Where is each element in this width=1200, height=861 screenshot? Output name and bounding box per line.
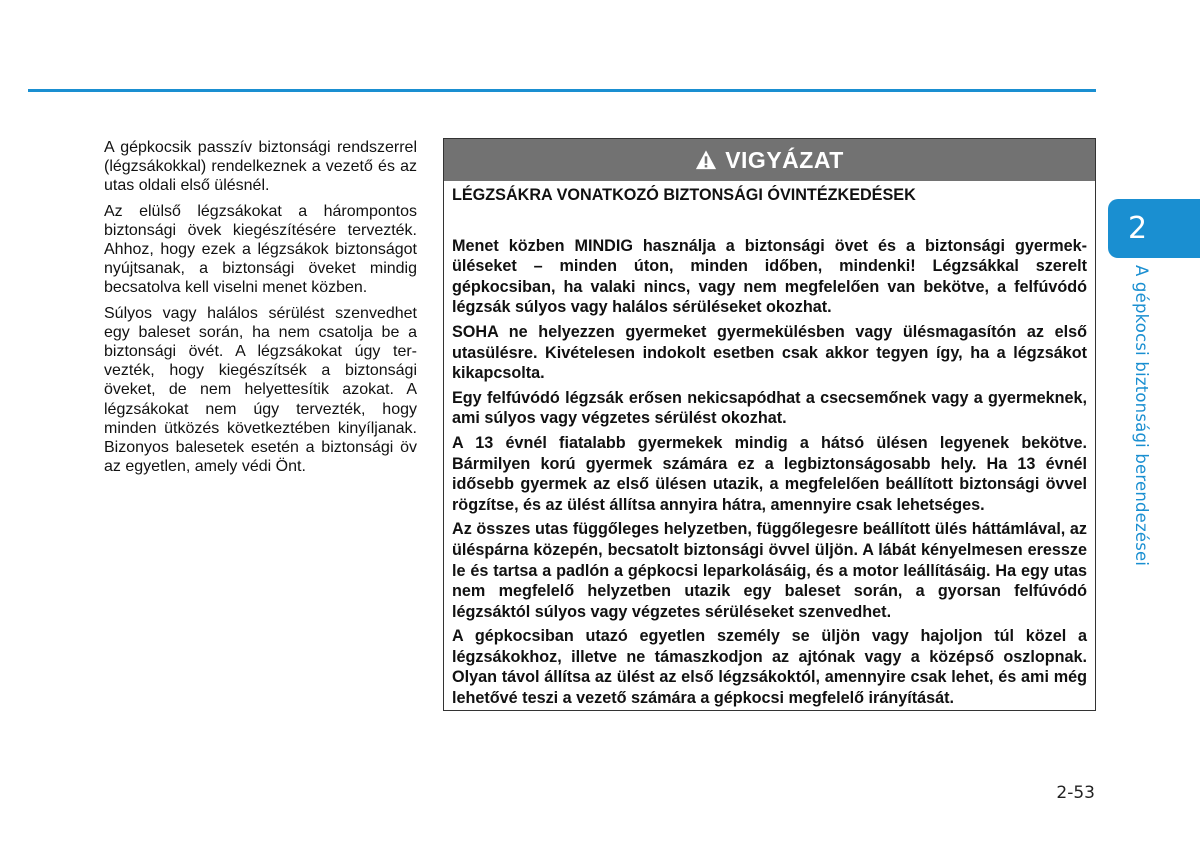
warning-subheading: LÉGZSÁKRA VONATKOZÓ BIZTONSÁGI ÓVINTÉZKEDÉSEK — [452, 186, 916, 204]
intro-paragraph: Súlyos vagy halálos sérülést szenvedhet egy baleset során, ha nem csatolja be a biztonsági övét. A légzsákokat úgy tervezték, hogy kiegészítsék a biztonsági öveket, de nem helyettesítik azokat. A légzsákokat nem úgy tervezték, hogy minden ütközés következtében kinyíljanak. Bizonyos balesetek esetén a biztonsági öv az egyetlen, amely védi Önt. — [104, 304, 417, 476]
intro-text-column — [104, 138, 417, 482]
chapter-title: A gépkocsi biztonsági berendezései — [1132, 265, 1151, 567]
warning-paragraph: A gépkocsiban utazó egyetlen személy se üljön vagy hajoljon túl közel a légzsákokhoz, illetve ne támaszkodjon az ajtónak vagy a középső oszlopnak. Olyan távol állítsa az ülést az első légzsákoktól, amennyire csak lehet, és ami még lehetővé teszi a vezető számára a gépkocsi megfelelő irányítását. — [452, 627, 1087, 708]
warning-box — [443, 138, 1096, 711]
intro-paragraph: A gépkocsik passzív biztonsági rendszerrel (légzsákokkal) rendelkeznek a vezető és az utas oldali első ülésnél. — [104, 139, 417, 195]
warning-paragraph: Egy felfúvódó légzsák erősen nekicsapódhat a csecsemőnek vagy a gyermeknek, ami súlyos vagy végzetes sérülést okozhat. — [452, 388, 1087, 428]
warning-header — [444, 139, 1095, 181]
warning-triangle-icon — [695, 149, 717, 171]
chapter-number: 2 — [1128, 211, 1148, 246]
chapter-tab — [1108, 199, 1200, 258]
warning-paragraph: Az összes utas függőleges helyzetben, függőlegesre beállított ülés háttámlával, az üléspárna közepén, becsatolt biztonsági övvel üljön. A lábát kényelmesen eressze le és tartsa a padlón a gépkocsi leparkolásáig, és a motor leállításáig. Ha egy utas nem megfelelő helyzetben utazik egy baleset során, a gyorsan felfúvódó légzsáktól súlyos vagy végzetes sérüléseket szenvedhet. — [452, 520, 1087, 621]
warning-paragraph: SOHA ne helyezzen gyermeket gyermekülésben vagy ülésmagasítón az első utasülésre. Kivételesen indokolt esetben csak akkor tegyen így, ha a légzsákot kikapcsolta. — [452, 322, 1087, 383]
warning-paragraph: Menet közben MINDIG használja a biztonsági övet és a biztonsági gyermeküléseket – minden úton, minden időben, mindenki! Légzsákkal szerelt gépkocsiban, ha valaki nincs, vagy nem megfelelően van bekötve, a felfúvódó légzsák súlyos vagy halálos sérüléseket okozhat. — [452, 236, 1087, 317]
warning-paragraph: A 13 évnél fiatalabb gyermekek mindig a hátsó ülésen legyenek bekötve. Bármilyen korú gyermek számára ez a legbiztonságosabb hely. Ha 13 évnél idősebb gyermek az első ülésen utazik, a megfelelően beállított biztonsági övvel rögzítse, és az ülést állítsa annyira hátra, amennyire csak lehetséges. — [452, 433, 1087, 514]
header-rule — [28, 89, 1096, 92]
warning-title: VIGYÁZAT — [725, 146, 844, 173]
intro-paragraph: Az elülső légzsákokat a hárompontos biztonsági övek kiegészítésére tervezték. Ahhoz, hogy ezek a légzsákok biztonságot nyújtsanak, a biztonsági öveket mindig becsatolva kell viselni menet közben. — [104, 202, 417, 297]
page-number: 2-53 — [1056, 783, 1095, 803]
warning-body — [444, 181, 1095, 709]
